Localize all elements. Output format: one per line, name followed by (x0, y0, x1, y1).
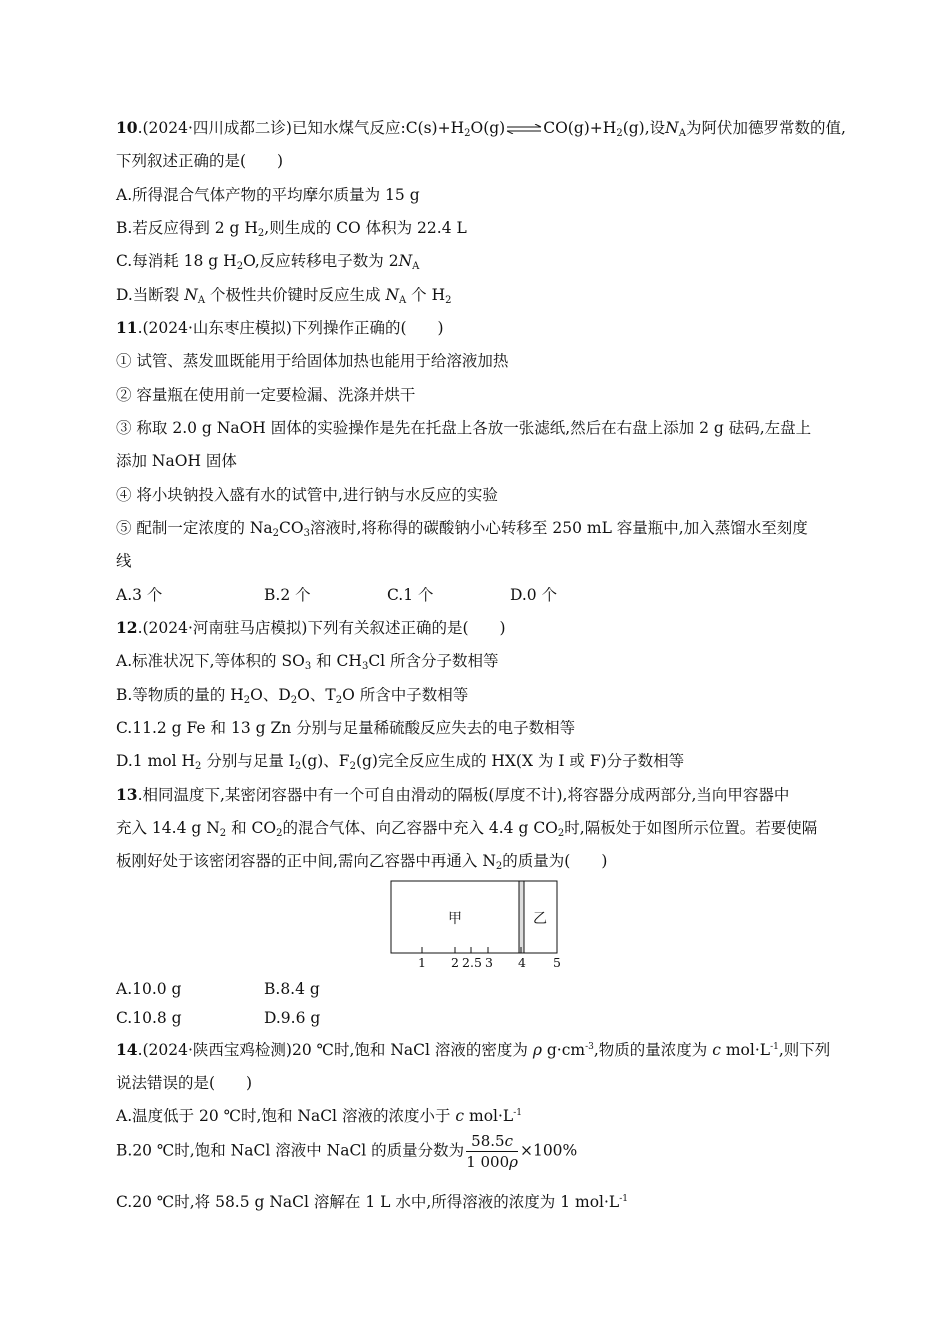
q13-option-b: B.8.4 g (264, 980, 320, 998)
container-diagram (385, 878, 565, 972)
q12-option-c: C.11.2 g Fe 和 13 g Zn 分别与足量稀硫酸反应失去的电子数相等 (116, 719, 576, 737)
q12-option-a: A.标准状况下,等体积的 $SO_3$ 和 $CH_3Cl$ 所含分子数相等 (116, 652, 499, 672)
q11-statement-4: ④ 将小块钠投入盛有水的试管中,进行钠与水反应的实验 (116, 486, 498, 504)
tick-label: 5 (553, 955, 561, 970)
q10-line1: 10.(2024·四川成都二诊)已知水煤气反应$:C(s)+H_2O(g)$ $CO(g)+H_2(g)$,设$N_A$为阿伏加德罗常数的值, (116, 118, 846, 139)
q11-option-d: D.0 个 (510, 586, 558, 604)
q11-option-b: B.2 个 (264, 586, 311, 604)
q10-line2: 下列叙述正确的是( ) (116, 152, 284, 170)
q14-option-c: C.20 ℃时,将 58.5 g NaCl 溶解在 1 L 水中,所得溶液的浓度为 1 $mol\cdot L^{-1}$ (116, 1193, 628, 1211)
tick-label: 1 (418, 955, 426, 970)
q10-option-d: D.当断裂 $N_A$ 个极性共价键时反应生成 $N_A$ 个 $H_2$ (116, 286, 452, 306)
chamber-label-left: 甲 (448, 911, 462, 927)
tick-marks (422, 947, 521, 953)
tick-label: 3 (485, 955, 493, 970)
q11-statement-2: ② 容量瓶在使用前一定要检漏、洗涤并烘干 (116, 386, 416, 404)
q11-statement-3b: 添加 NaOH 固体 (116, 452, 237, 470)
q13-option-a: A.10.0 g (116, 980, 182, 998)
q11-option-c: C.1 个 (387, 586, 434, 604)
q13-option-c: C.10.8 g (116, 1009, 182, 1027)
q12-option-d: D.1 mol $H_2$ 分别与足量 $I_2(g)$、$F_2(g)$完全反应生成的 HX(X 为 I 或 F)分子数相等 (116, 752, 685, 772)
q13-line3: 板刚好处于该密闭容器的正中间,需向乙容器中再通入 $N_2$的质量为( ) (116, 852, 608, 872)
q14-line2: 说法错误的是( ) (116, 1074, 253, 1092)
q12-number: 12 (116, 618, 138, 637)
q10-option-a: A.所得混合气体产物的平均摩尔质量为 15 g (116, 186, 420, 204)
q14-line1: 14.(2024·陕西宝鸡检测)20 ℃时,饱和 NaCl 溶液的密度为 ρ $g\cdot cm^{-3}$,物质的量浓度为 c $mol\cdot L^{-1}$,则下列 (116, 1040, 831, 1059)
q14-number: 14 (116, 1040, 138, 1059)
chamber-label-right: 乙 (533, 911, 547, 927)
q11-number: 11 (116, 318, 138, 337)
tick-label: 4 (518, 955, 526, 970)
sliding-partition (519, 881, 524, 953)
q12-option-b: B.等物质的量的 $H_2O$、$D_2O$、$T_2O$ 所含中子数相等 (116, 686, 469, 706)
q10-number: 10 (116, 118, 138, 137)
tick-label: 2 (451, 955, 459, 970)
q10-option-c: C.每消耗 18 g $H_2O$,反应转移电子数为 $2N_A$ (116, 252, 420, 272)
q13-line1: 13.相同温度下,某密闭容器中有一个可自由滑动的隔板(厚度不计),将容器分成两部分,当向甲容器中 (116, 785, 790, 804)
q11-option-a: A.3 个 (116, 586, 163, 604)
q12-line1: 12.(2024·河南驻马店模拟)下列有关叙述正确的是( ) (116, 618, 506, 637)
q11-statement-3a: ③ 称取 2.0 g NaOH 固体的实验操作是先在托盘上各放一张滤纸,然后在右盘上添加 2 g 砝码,左盘上 (116, 419, 812, 437)
q14-option-b: B.20 ℃时,饱和 NaCl 溶液中 NaCl 的质量分数为 $\frac{58.5c}{1 000\rho}$ ×100% (116, 1132, 578, 1171)
tick-label: 2.5 (462, 955, 482, 970)
q11-statement-5b: 线 (116, 552, 132, 570)
q11-statement-1: ① 试管、蒸发皿既能用于给固体加热也能用于给溶液加热 (116, 352, 509, 370)
q11-line1: 11.(2024·山东枣庄模拟)下列操作正确的( ) (116, 318, 444, 337)
q13-number: 13 (116, 785, 138, 804)
mass-fraction-formula: $\frac{58.5c}{1 000\rho}$ (466, 1132, 518, 1171)
q10-option-b: B.若反应得到 2 g $H_2$,则生成的 CO 体积为 22.4 L (116, 219, 467, 239)
q13-option-d: D.9.6 g (264, 1009, 321, 1027)
q14-option-a: A.温度低于 20 ℃时,饱和 NaCl 溶液的浓度小于 c $mol\cdot L^{-1}$ (116, 1107, 522, 1125)
q13-line2: 充入 14.4 g $N_2$ 和 $CO_2$的混合气体、向乙容器中充入 4.4 g $CO_2$时,隔板处于如图所示位置。若要使隔 (116, 819, 818, 839)
equilibrium-arrow-icon (506, 124, 542, 134)
q11-statement-5a: ⑤ 配制一定浓度的 $Na_2CO_3$溶液时,将称得的碳酸钠小心转移至 250 mL 容量瓶中,加入蒸馏水至刻度 (116, 519, 808, 539)
